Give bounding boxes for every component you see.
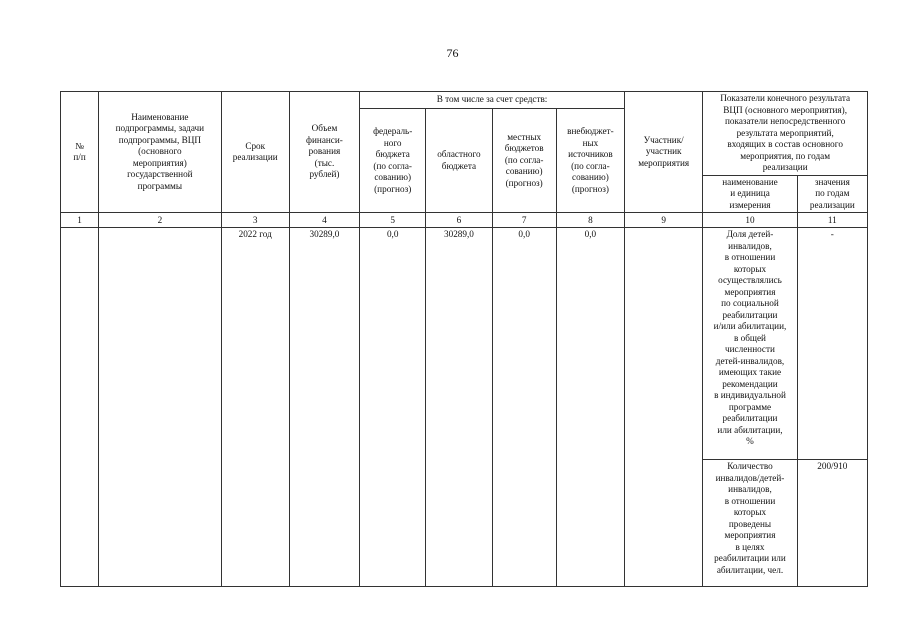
header-volume: Объем финанси- рования (тыс. рублей)	[289, 92, 359, 213]
header-name: Наименование подпрограммы, задачи подпрограммы, ВЦП (основного мероприятия) государственной программы	[99, 92, 221, 213]
header-indicator-name: наименование и единица измерения	[703, 175, 797, 213]
cell-period: 2022 год	[221, 228, 289, 587]
cell-volume: 30289,0	[289, 228, 359, 587]
cell-local: 0,0	[492, 228, 556, 587]
column-number: 9	[625, 213, 703, 228]
cell-indicator-name: Доля детей- инвалидов, в отношении которых осуществлялись мероприятия по социальной реабилитации и/или абилитации, в общей численности детей-инвалидов, имеющих такие рекомендации в индивидуальной программе реабилитации или абилитации, %	[703, 228, 797, 460]
header-federal: федераль- ного бюджета (по согла- сованию) (прогноз)	[360, 109, 426, 213]
column-number-row	[61, 213, 868, 228]
header-local: местных бюджетов (по согла- сованию) (прогноз)	[492, 109, 556, 213]
column-number: 8	[556, 213, 624, 228]
cell-name	[99, 228, 221, 587]
cell-number	[61, 228, 99, 587]
table-row	[61, 228, 868, 460]
column-number: 6	[426, 213, 492, 228]
column-number: 5	[360, 213, 426, 228]
cell-extra: 0,0	[556, 228, 624, 587]
cell-federal: 0,0	[360, 228, 426, 587]
header-participant: Участник/ участник мероприятия	[625, 92, 703, 213]
column-number: 10	[703, 213, 797, 228]
header-regional: областного бюджета	[426, 109, 492, 213]
column-number: 2	[99, 213, 221, 228]
cell-regional: 30289,0	[426, 228, 492, 587]
header-number: № п/п	[61, 92, 99, 213]
cell-participant	[625, 228, 703, 587]
header-row-1	[61, 92, 868, 109]
header-funding-group: В том числе за счет средств:	[360, 92, 625, 109]
cell-indicator-value: 200/910	[797, 460, 867, 587]
page-number: 76	[446, 46, 459, 60]
cell-indicator-value: -	[797, 228, 867, 460]
header-period: Срок реализации	[221, 92, 289, 213]
column-number: 3	[221, 213, 289, 228]
column-number: 1	[61, 213, 99, 228]
header-extra: внебюджет- ных источников (по согла- сованию) (прогноз)	[556, 109, 624, 213]
program-table	[60, 91, 868, 587]
column-number: 4	[289, 213, 359, 228]
column-number: 7	[492, 213, 556, 228]
cell-indicator-name: Количество инвалидов/детей- инвалидов, в отношении которых проведены мероприятия в целях реабилитации или абилитации, чел.	[703, 460, 797, 587]
header-indicators-group: Показатели конечного результата ВЦП (основного мероприятия), показатели непосредственного результата мероприятий, входящих в состав основного мероприятия, по годам реализации	[703, 92, 868, 176]
column-number: 11	[797, 213, 867, 228]
header-indicator-value: значения по годам реализации	[797, 175, 867, 213]
